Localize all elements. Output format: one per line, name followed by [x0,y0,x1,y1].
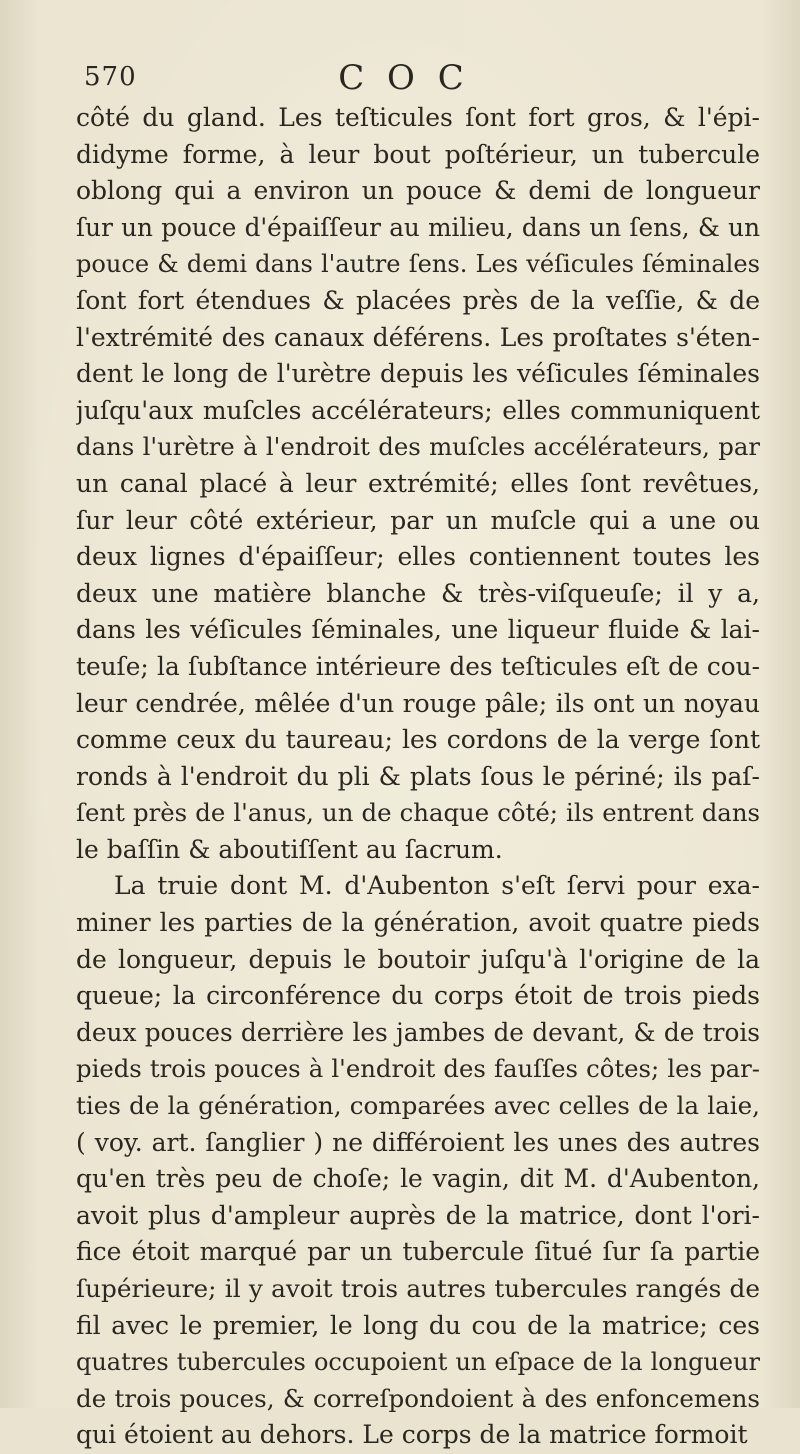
text-line: oblong qui a environ un pouce & demi de longueur [76,176,760,206]
body-text [76,100,760,1454]
text-line: ſont fort étendues & placées près de la veſſie, & de [76,285,760,315]
text-line: comme ceux du taureau; les cordons de la verge ſont [76,725,760,755]
text-line: ſur leur côté extérieur, par un muſcle qui a une ou [76,505,760,535]
text-line: ronds à l'endroit du pli & plats ſous le périné; ils paſ- [76,761,760,791]
text-line: deux lignes d'épaiſſeur; elles contiennent toutes les [76,542,760,572]
page-number: 570 [84,62,137,92]
text-line: ſupérieure; il y avoit trois autres tubercules rangés de [76,1274,760,1303]
text-line: teuſe; la ſubſtance intérieure des teſticules eſt de cou- [76,651,760,681]
running-head: C O C [338,58,470,98]
text-line: quatres tubercules occupoient un eſpace de la longueur [76,1348,760,1377]
text-line: queue; la circonférence du corps étoit de trois pieds [76,981,760,1011]
text-line: dans les véſicules ſéminales, une liqueur fluide & lai- [76,615,760,645]
text-line: côté du gland. Les teſticules ſont fort gros, & l'épi- [76,103,760,132]
text-line: pieds trois pouces à l'endroit des fauſſes côtes; les par- [76,1054,760,1084]
text-line: didyme forme, à leur bout poſtérieur, un tubercule [76,139,760,169]
text-line: leur cendrée, mêlée d'un rouge pâle; ils ont un noyau [76,688,760,718]
text-line: fice étoit marqué par un tubercule ſitué ſur ſa partie [76,1237,760,1267]
text-line: de trois pouces, & correſpondoient à des enfoncemens [76,1383,760,1413]
page-header [84,58,724,98]
text-line: qui étoient au dehors. Le corps de la matrice formoit [76,1420,748,1450]
text-line: de longueur, depuis le boutoir juſqu'à l'origine de la [76,944,760,974]
text-line: un canal placé à leur extrémité; elles ſont revêtues, [76,468,760,498]
text-line: ( voy. art. ſanglier ) ne différoient les unes des autres [76,1127,760,1157]
text-line: le baſſin & aboutiſſent au ſacrum. [76,834,503,864]
text-line: l'extrémité des canaux déférens. Les proſtates s'éten- [76,322,760,352]
text-line: ſur un pouce d'épaiſſeur au milieu, dans un ſens, & un [76,212,760,242]
text-line: dent le long de l'urètre depuis les véſicules ſéminales [76,359,760,389]
text-line: qu'en très peu de choſe; le vagin, dit M. d'Aubenton, [76,1164,760,1194]
text-line: juſqu'aux muſcles accélérateurs; elles communiquent [76,395,760,425]
text-line: pouce & demi dans l'autre ſens. Les véſicules ſéminales [76,250,760,279]
text-line: fil avec le premier, le long du cou de la matrice; ces [76,1310,760,1340]
text-line: La truie dont M. d'Aubenton s'eſt ſervi pour exa- [114,871,760,901]
text-line: miner les parties de la génération, avoit quatre pieds [76,908,760,938]
text-line: dans l'urètre à l'endroit des muſcles accélérateurs, par [76,432,760,462]
text-line: ties de la génération, comparées avec celles de la laie, [76,1091,760,1121]
text-line: deux une matière blanche & très-viſqueuſe; il y a, [76,578,760,608]
text-line: ſent près de l'anus, un de chaque côté; ils entrent dans [76,798,760,828]
text-line: avoit plus d'ampleur auprès de la matrice, dont l'ori- [76,1200,760,1230]
text-line: deux pouces derrière les jambes de devant, & de trois [76,1017,760,1047]
